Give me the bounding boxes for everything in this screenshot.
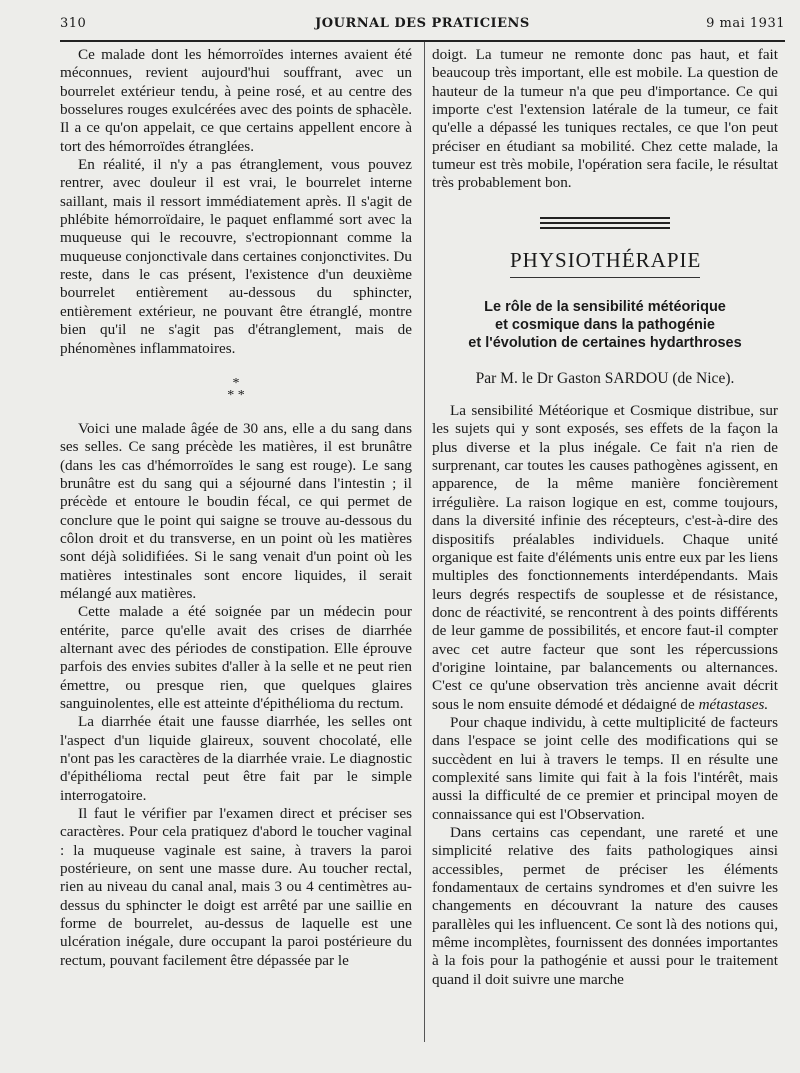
- paragraph: doigt. La tumeur ne remonte donc pas haut, et fait beaucoup très important, elle est mobile. La question de hauteur de la tumeur n'a que peu d'importance. Ce qui importe c'est l'extension latérale de la tumeur, ce fait qu'elle a dépassé les tuniques rectales, ce que l'on peut préciser en étudiant sa mobilité. Chez cette malade, la tumeur est très mobile, l'opération sera facile, le résultat très probablement bon.: [432, 46, 778, 192]
- paragraph: En réalité, il n'y a pas étranglement, vous pouvez rentrer, avec douleur il est vrai, le bourrelet interne saillant, mais il ressort immédiatement après. Il s'agit de phlébite hémorroïdaire, le paquet enflammé sort avec la muqueuse qui le recouvre, s'ectropionnant comme la muqueuse conjonctivale dans certaines conjonctivites. Du reste, dans le cas présent, l'existence d'un deuxième bourrelet entièrement au-dessous du sphincter, entièrement extérieur, ne pouvant être étranglé, montre bien qu'il ne s'agit pas d'étranglement, mais de phénomènes inflammatoires.: [60, 156, 412, 357]
- paragraph: Pour chaque individu, à cette multiplicité de facteurs dans l'espace se joint celle des modifications qui se succèdent en lui à travers le temps. Il en résulte une complexité sans limite qui fait à la fois l'intérêt, mais aussi la difficulté de ce premier et principal moyen de connaissance qui est l'Observation.: [432, 713, 778, 823]
- paragraph: Dans certains cas cependant, une rareté et une simplicité relative des faits pathologiques ainsi accessibles, permet de préciser les éléments fondamentaux de certains syndromes et d'en suivre les changements en découvrant la nature des causes parallèles qui les influencent. Ce sont là des notions qui, même incomplètes, fournissent des données importantes à la fois pour la pathogénie et aussi pour le traitement quand il doit suivre une marche: [432, 824, 778, 988]
- author-byline: Par M. le Dr Gaston SARDOU (de Nice).: [475, 369, 735, 387]
- issue-date: 9 mai 1931: [706, 16, 785, 31]
- right-column: [432, 46, 778, 989]
- journal-title: JOURNAL DES PRATICIENS: [315, 16, 530, 31]
- section-heading: PHYSIOTHÉRAPIE: [510, 247, 700, 278]
- article-title: Le rôle de la sensibilité météorique et cosmique dans la pathogénie et l'évolution de certaines hydarthroses: [468, 298, 742, 351]
- page-number: 310: [60, 16, 87, 31]
- page-header: [60, 14, 785, 42]
- decorative-rule: [540, 217, 670, 229]
- paragraph: Il faut le vérifier par l'examen direct et préciser ses caractères. Pour cela pratiquez d'abord le toucher vaginal : la muqueuse vaginale est saine, à travers la paroi postérieure, on sent une masse dure. Au toucher rectal, rien au niveau du canal anal, mais 3 ou 4 centimètres au-dessus du sphincter le doigt est arrêté par une saillie en forme de bourrelet, au-dessus de laquelle est une ulcération inégale, dure occupant la paroi postérieure du rectum, pouvant facilement être dépassée par le: [60, 805, 412, 969]
- paragraph: La diarrhée était une fausse diarrhée, les selles ont l'aspect d'un liquide glaireux, souvent chocolaté, elle n'ont pas les caractères de la diarrhée vraie. Le diagnostic d'épithélioma rectal peut être fait par le simple interrogatoire.: [60, 713, 412, 804]
- left-column: [60, 46, 412, 970]
- paragraph: La sensibilité Météorique et Cosmique distribue, sur les sujets qui y sont exposés, ses effets de la façon la plus diverse et la plus inégale. Ce fait n'a rien de surprenant, car toutes les causes pathogènes agissent, en apparence, de la même manière foncièrement irrégulière. La raison logique en est, comme toujours, dans la diversité infinie des récepteurs, c'est-à-dire des dispositifs préalables individuels. Chaque unité organique est faite d'éléments unis entre eux par les liens multiples des fonctionnements interdépendants. Mais leurs degrés respectifs de souplesse et de résistance, donc de réactivité, se rencontrent à des points différents de leur gamme de possibilités, et encore faut-il compter avec cet autre facteur que sont les répercussions d'origine lointaine, par balancements ou alternances. C'est ce qu'une observation très ancienne avait décrit sous le nom ensuite démodé et dédaigné de métastases.: [432, 402, 778, 713]
- paragraph: Voici une malade âgée de 30 ans, elle a du sang dans ses selles. Ce sang précède les matières, il est brunâtre (dans les cas d'hémorroïdes le sang est rouge). Le sang brunâtre est du sang qui a séjourné dans l'intestin ; il précède et entoure le boudin fécal, ce qui permet de conclure que le point qui saigne se trouve au-dessous du côlon droit et du transverse, en un point où les matières sont déjà solidifiées. Si le sang venait d'un point où les matières intestinales sont encore liquides, il serait mélangé aux matières.: [60, 419, 412, 602]
- asterism-separator: * * *: [227, 375, 245, 403]
- paragraph: Cette malade a été soignée par un médecin pour entérite, parce qu'elle avait des crises de diarrhée alternant avec des périodes de constipation. Elle éprouve parfois des envies subites d'aller à la selle et ne peut rien émettre, ou presque rien, que quelques glaires sanguinolentes, elle est atteinte d'épithélioma du rectum.: [60, 603, 412, 712]
- paragraph: Ce malade dont les hémorroïdes internes avaient été méconnues, revient aujourd'hui souffrant, avec un bourrelet extérieur tendu, à peine rosé, et au centre des bosselures rouges exulcérées avec des points de sphacèle. Il a ce qu'on appelait, ce que certains appellent encore à tort des hémorroïdes étranglées.: [60, 46, 412, 155]
- column-divider: [424, 42, 425, 1042]
